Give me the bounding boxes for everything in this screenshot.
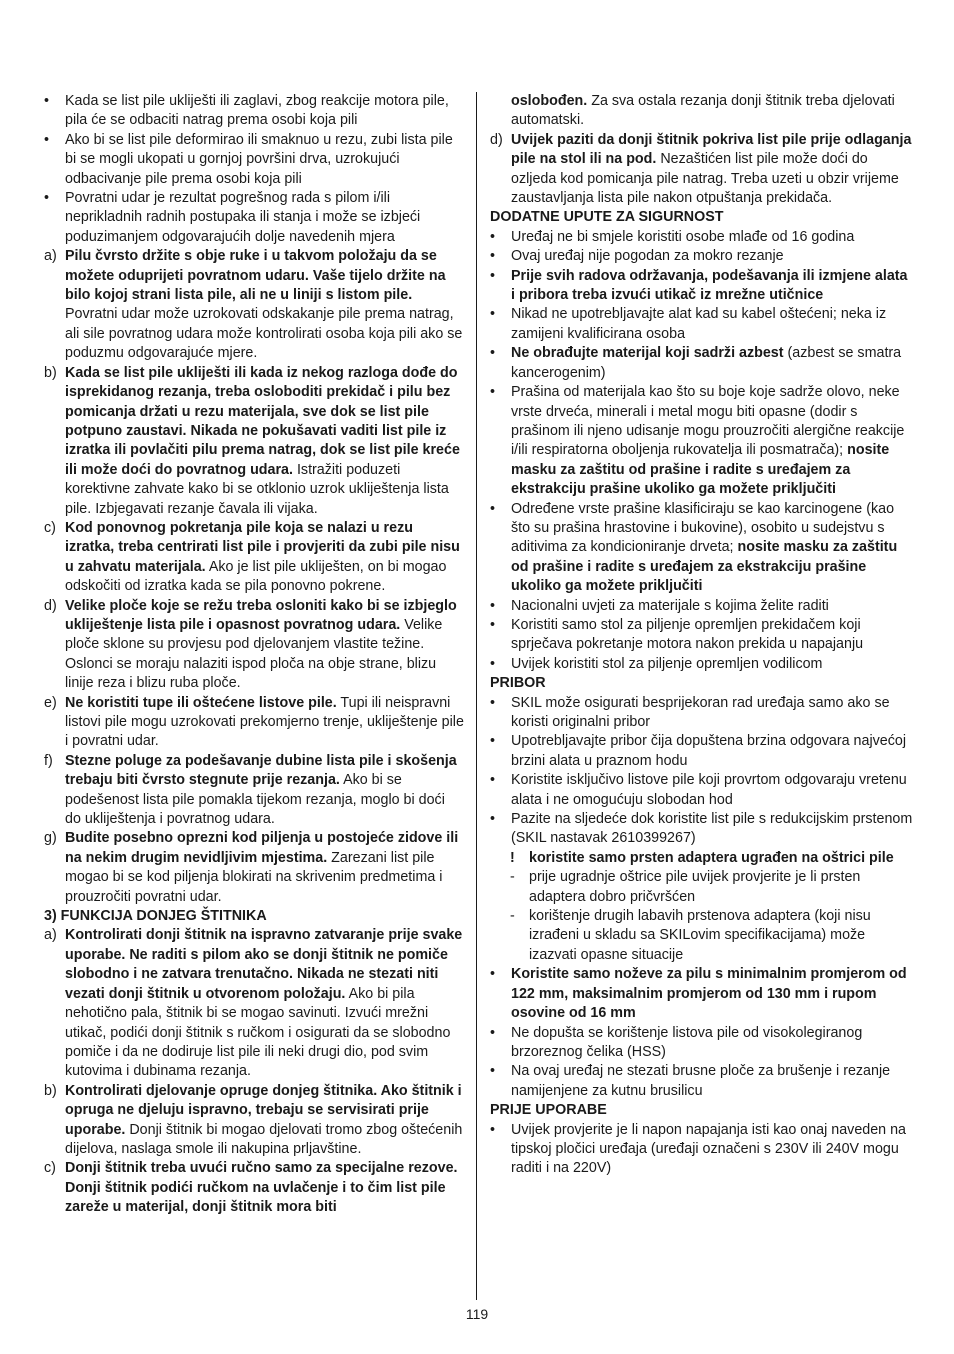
- body-text: Uređaj ne bi smjele koristiti osobe mlađe od 16 godina: [511, 228, 855, 245]
- page-number: 119: [465, 1306, 489, 1322]
- lettered-item: [44, 1082, 464, 1160]
- lettered-item: [44, 694, 464, 752]
- lettered-item: [44, 597, 464, 694]
- item-marker: g): [44, 830, 57, 847]
- item-marker: -: [510, 869, 515, 886]
- bold-text: Ne obrađujte materijal koji sadrži azbest: [511, 345, 784, 362]
- lettered-item: [44, 1159, 464, 1217]
- warning-item: [490, 849, 914, 868]
- bold-text: Velike ploče koje se režu treba osloniti kako bi se izbjeglo ukliještenje lista pile i opasnost povratnog udara.: [65, 597, 457, 633]
- item-marker: b): [44, 364, 57, 381]
- item-marker: •: [490, 694, 496, 711]
- body-text: Pazite na sljedeće dok koristite list pile s redukcijskim prstenom (SKIL nastavak 2610399267): [511, 811, 913, 847]
- bullet-item: [490, 344, 914, 383]
- item-marker: c): [44, 1160, 56, 1177]
- item-marker: •: [44, 93, 50, 109]
- item-marker: •: [490, 1024, 496, 1041]
- section-heading: 3) FUNKCIJA DONJEG ŠTITNIKA: [44, 908, 267, 925]
- body-text: prije ugradnje oštrice pile uvijek provjerite je li prsten adaptera dobro pričvršćen: [529, 869, 861, 905]
- body-text: Prašina od materijala kao što su boje koje sadrže olovo, neke vrste drveća, minerali i metal mogu biti opasne (dodir s prašinom ili njeno udisanje mogu prouzročiti alergične reakcije i/ili respiratorna oboljenja rukovatelja ili posmatrača);: [511, 384, 905, 459]
- bullet-item: [490, 597, 914, 616]
- item-marker: -: [510, 908, 515, 925]
- lettered-item: [44, 926, 464, 1081]
- bullet-item: [44, 131, 464, 189]
- bullet-item: [490, 965, 914, 1023]
- body-text: Velike ploče sklone su provjesu pod djelovanjem vlastite težine. Oslonci se moraju nalaziti ispod ploča na obje strane, blizu linije reza i blizu ruba ploče.: [65, 616, 443, 692]
- body-text: Uvijek koristiti stol za piljenje opremljen vodilicom: [511, 655, 823, 672]
- item-marker: •: [490, 772, 496, 789]
- bullet-item: [490, 247, 914, 266]
- item-marker: c): [44, 519, 56, 536]
- bold-text: Kontrolirati donji štitnik na ispravno zatvaranje prije svake uporabe. Ne raditi s pilom ako se donji štitnik ne pomiče slobodno i ne zatvara trenutačno. Nikada ne stezati niti vezati donji štitnik u otvorenom položaju.: [65, 927, 463, 1002]
- item-marker: •: [490, 248, 496, 265]
- body-text: Ako bi se podešenost lista pile pomakla tijekom rezanja, moglo bi doći do ukliještenja i povratnog udara.: [65, 772, 445, 828]
- item-marker: •: [490, 384, 496, 401]
- bold-text: nosite masku za zaštitu od prašine i radite s uređajem za ekstrakciju prašine ukoliko ga možete priključiti: [511, 539, 898, 595]
- body-text: Koristiti samo stol za piljenje opremljen prekidačem koji sprječava pokretanje motora nakon prekida u napajanju: [511, 616, 864, 653]
- bullet-item: [490, 1121, 914, 1179]
- bold-text: Prije svih radova održavanja, podešavanja ili izmjene alata i pribora treba izvući utikač iz mrežne utičnice: [511, 267, 908, 304]
- item-marker: •: [490, 811, 496, 828]
- bold-text: Uvijek paziti da donji štitnik pokriva list pile prije odlaganja pile na stol ili na pod.: [511, 131, 912, 168]
- lettered-item: [44, 364, 464, 519]
- item-marker: e): [44, 694, 57, 711]
- body-text: Određene vrste prašine klasificiraju se kao karcinogene (kao što su prašina hrastovine i bukovine), osobito u sudejstvu s aditivima za kondicioniranje drveta;: [511, 500, 895, 556]
- item-marker: •: [490, 597, 496, 614]
- lettered-item: [490, 131, 914, 209]
- item-marker: •: [490, 655, 496, 672]
- body-text: SKIL može osigurati besprijekoran rad uređaja samo ako se koristi originalni pribor: [511, 694, 890, 730]
- item-marker: d): [44, 597, 57, 614]
- bold-text: oslobođen.: [511, 93, 588, 109]
- bold-text: Pilu čvrsto držite s obje ruke i u takvom položaju da se možete oduprijeti povratnom udaru. Vaše tijelo držite na bilo kojoj strani lista pile, ali ne u liniji s listom pile.: [65, 248, 446, 304]
- item-marker: b): [44, 1082, 57, 1099]
- item-marker: •: [490, 1063, 496, 1080]
- item-marker: •: [490, 1121, 496, 1138]
- bold-text: Kod ponovnog pokretanja pile koja se nalazi u rezu izratka, treba centrirati list pile i provjeriti da zubi pile nisu u zahvatu materijala.: [65, 519, 460, 575]
- item-marker: !: [510, 849, 515, 866]
- body-text: (azbest se smatra kancerogenim): [511, 345, 902, 381]
- column-divider: [476, 92, 477, 1300]
- bullet-item: [490, 228, 914, 247]
- bullet-item: [490, 810, 914, 849]
- lettered-item: [44, 247, 464, 363]
- body-text: Povratni udar može uzrokovati odskakanje pile prema natrag, ali sile povratnog udara može kontrolirati osoba koja pili ako se poduzmu odgovarajuće mjere.: [65, 306, 463, 362]
- item-marker: •: [44, 190, 50, 207]
- dash-item: [490, 868, 914, 907]
- body-text: Ovaj uređaj nije pogodan za mokro rezanje: [511, 248, 784, 265]
- item-marker: •: [490, 733, 496, 750]
- item-marker: •: [490, 345, 496, 362]
- lettered-item: [44, 829, 464, 907]
- lettered-item: [44, 519, 464, 597]
- body-text: Povratni udar je rezultat pogrešnog rada s pilom i/ili neprikladnih radnih postupaka ili stanja i može se izbjeći poduzimanjem odgovarajućih dolje navedenih mjera: [65, 190, 421, 245]
- item-marker: d): [490, 131, 503, 148]
- dash-item: [490, 907, 914, 965]
- body-text: Ne dopušta se korištenje listova pile od visokolegiranog brzoreznog čelika (HSS): [511, 1024, 863, 1060]
- bullet-item: [490, 732, 914, 771]
- item-marker: •: [490, 306, 496, 323]
- bold-text: Stezne poluge za podešavanje dubine lista pile i skošenja trebaju biti čvrsto stegnute prije rezanja.: [65, 752, 457, 789]
- item-marker: f): [44, 752, 53, 769]
- item-marker: a): [44, 248, 57, 265]
- bullet-item: [490, 305, 914, 344]
- bold-text: Budite posebno oprezni kod piljenja u postojeće zidove ili na nekim drugim nevidljivim mjestima.: [65, 830, 459, 866]
- bold-text: Donji štitnik treba uvući ručno samo za specijalne rezove. Donji štitnik podići ručkom na uvlačenje i to čim list pile zareže u materijal, donji štitnik mora biti: [65, 1160, 458, 1216]
- bullet-item: [490, 694, 914, 733]
- bold-text: Kada se list pile ukliješti ili kada iz nekog razloga dođe do isprekidanog rezanja, treba osloboditi prekidač i pilu bez pomicanja držati u rezu materijala, sve dok se list pile potpuno zaustavi. Nikada ne pokušavati vaditi list pile iz izratka ili povlačiti pilu prema natrag, dok se list pile kreće ili može doći do povratnog udara.: [65, 364, 460, 478]
- body-text: Nikad ne upotrebljavajte alat kad su kabel oštećeni; neka iz zamijeni kvalificirana osoba: [511, 306, 887, 342]
- bullet-item: [490, 1062, 914, 1101]
- body-text: Koristite isključivo listove pile koji provrtom odgovaraju vretenu alata i ne omogućuju slobodan hod: [511, 772, 907, 808]
- bullet-item: [490, 771, 914, 810]
- item-marker: a): [44, 927, 57, 944]
- right-column: [490, 92, 914, 1179]
- bullet-item: [490, 500, 914, 597]
- bullet-item: [490, 383, 914, 499]
- item-marker: •: [490, 616, 496, 633]
- body-text: Ako bi se list pile deformirao ili smaknuo u rezu, zubi lista pile bi se mogli ukopati u gornjoj površini drva, uzrokujući odbacivanje pile prema osobi koja pili: [65, 131, 453, 187]
- bold-text: koristite samo prsten adaptera ugrađen na oštrici pile: [529, 849, 894, 866]
- bold-text: nosite masku za zaštitu od prašine i radite s uređajem za ekstrakciju prašine ukoliko ga možete priključiti: [511, 442, 890, 498]
- bullet-item: [490, 267, 914, 306]
- left-column: [44, 92, 464, 1218]
- body-text: Nacionalni uvjeti za materijale s kojima želite raditi: [511, 597, 829, 614]
- body-text: Nezaštićen list pile može doći do ozljeda kod pomicanja pile natrag. Treba uzeti u obzir vrijeme zaustavljanja lista pile nakon otpuštanja prekidača.: [511, 151, 899, 207]
- body-text: Uvijek provjerite je li napon napajanja isti kao onaj naveden na tipskoj pločici uređaja (uređaji označeni s 230V ili 240V mogu raditi i na 220V): [511, 1121, 907, 1177]
- bold-text: Koristite samo noževe za pilu s minimalnim promjerom od 122 mm, maksimalnim promjerom od 130 mm i rupom osovine od 16 mm: [511, 966, 907, 1022]
- section-heading: DODATNE UPUTE ZA SIGURNOST: [490, 209, 724, 226]
- body-text: Istražiti poduzeti korektivne zahvate kako bi se otklonio uzrok ukliještenja lista pile. Izbjegavati rezanje čavala ili vijaka.: [65, 461, 449, 517]
- bullet-item: [44, 92, 464, 131]
- body-text: korištenje drugih labavih prstenova adaptera (koji nisu izrađeni u skladu sa SKILovim specifikacijama) može izazvati opasne situacije: [529, 908, 871, 963]
- bullet-item: [44, 189, 464, 247]
- item-marker: •: [44, 131, 50, 148]
- body-text: Zarezani list pile mogao bi se kod piljenja blokirati na skrivenim predmetima i prouzročiti povratni udar.: [65, 849, 443, 905]
- item-marker: •: [490, 267, 496, 284]
- body-text: Na ovaj uređaj ne stezati brusne ploče za brušenje i rezanje namijenjene za kutnu brusilicu: [511, 1063, 891, 1099]
- bullet-item: [490, 1024, 914, 1063]
- body-text: Upotrebljavajte pribor čija dopuštena brzina odgovara najvećoj brzini alata u praznom hodu: [511, 733, 906, 769]
- lettered-item: [44, 752, 464, 830]
- bold-text: Kontrolirati djelovanje opruge donjeg štitnika. Ako štitnik i opruga ne djeluju ispravno, trebaju se servisirati prije uporabe.: [65, 1082, 462, 1138]
- item-marker: •: [490, 966, 496, 983]
- bold-text: Ne koristiti tupe ili oštećene listove pile.: [65, 694, 337, 711]
- body-text: Kada se list pile ukliješti ili zaglavi, zbog reakcije motora pile, pila će se odbaciti natrag prema osobi koja pili: [65, 93, 449, 129]
- section-heading: PRIBOR: [490, 675, 546, 692]
- bullet-item: [490, 616, 914, 655]
- section-heading: PRIJE UPORABE: [490, 1102, 607, 1119]
- item-marker: •: [490, 500, 496, 517]
- body-text: Tupi ili neispravni listovi pile mogu uzrokovati prekomjerno trenje, ukliještenje pile i povratni udar.: [65, 694, 464, 750]
- body-text: Ako bi pila nehotično pala, štitnik bi se mogao savinuti. Izvući mrežni utikač, podići donji štitnik s ručkom i osigurati da se slobodno pomiče i da ne dodiruje list pile ili neki drugi dio, pod svim kutovima i dubinama rezanja.: [65, 985, 451, 1080]
- body-text: Donji štitnik bi mogao djelovati tromo zbog oštećenih dijelova, naslaga smole ili nakupina prljavštine.: [65, 1121, 463, 1157]
- body-text: Ako je list pile ukliješten, on bi mogao odskočiti od izratka kada se pila ponovno pokrene.: [65, 558, 447, 595]
- lettered-item: [490, 92, 914, 131]
- bullet-item: [490, 655, 914, 674]
- item-marker: •: [490, 228, 496, 245]
- body-text: Za sva ostala rezanja donji štitnik treba djelovati automatski.: [511, 93, 895, 129]
